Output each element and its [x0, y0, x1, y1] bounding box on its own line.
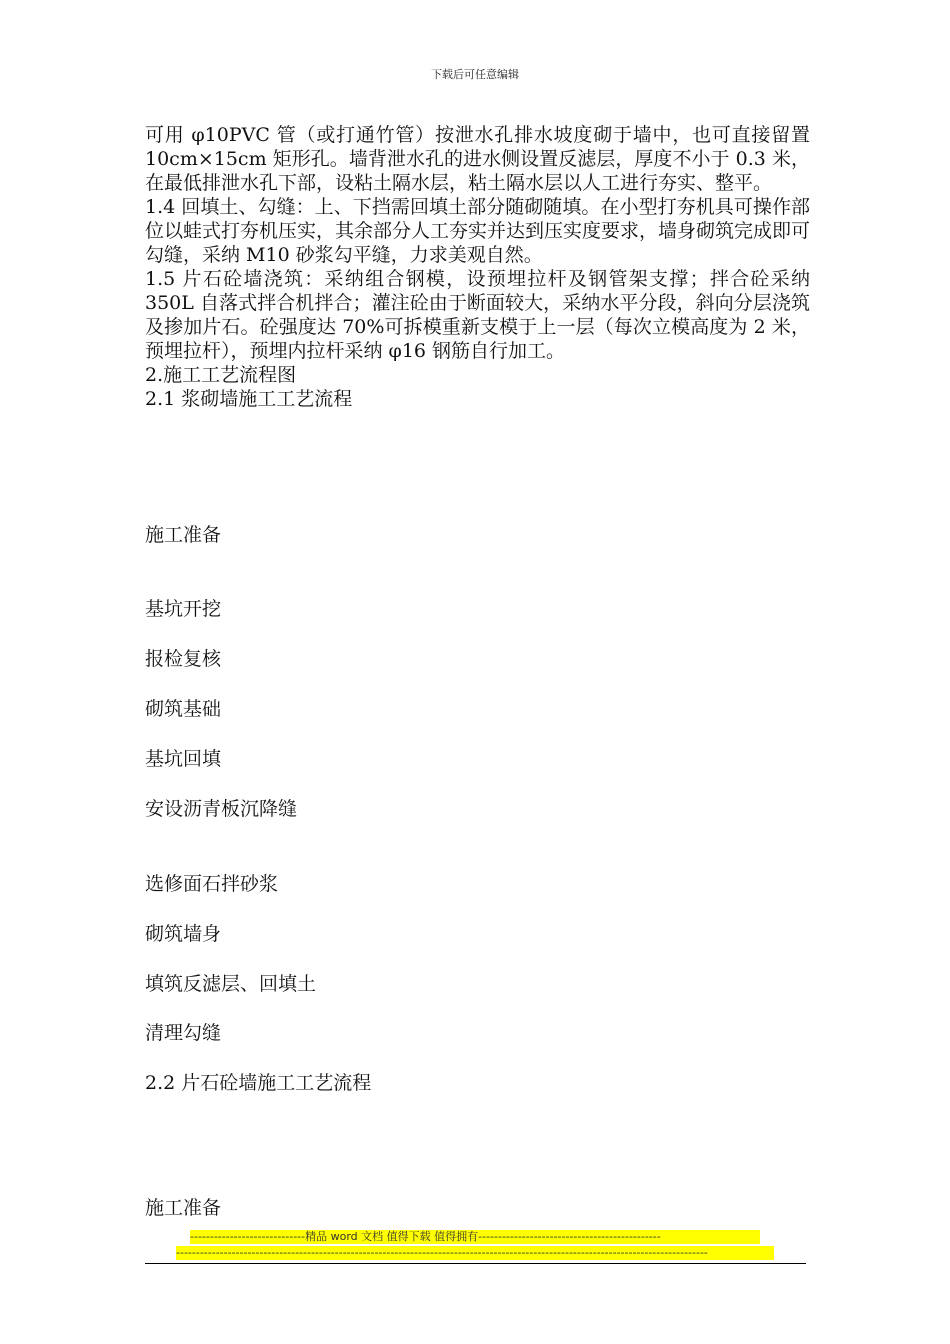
- paragraph-backfill: 1.4 回填土、勾缝：上、下挡需回填土部分随砌随填。在小型打夯机具可操作部位以蛙式打夯机压实，其余部分人工夯实并达到压实度要求，墙身砌筑完成即可勾缝，采纳 M10 砂浆勾平缝，力求美观自然。: [145, 196, 811, 266]
- flow-step: 填筑反滤层、回填土: [145, 973, 317, 995]
- footer-dash-line: --------------------------------------------------------------------------------------------------------------------------------------: [176, 1246, 774, 1260]
- heading-process-flow: 2.施工工艺流程图: [145, 364, 297, 386]
- flow-step: 施工准备: [145, 1197, 222, 1219]
- heading-masonry-flow: 2.1 浆砌墙施工工艺流程: [145, 388, 353, 410]
- footer-banner: -----------------------------精品 word 文档 值得下载 值得拥有----------------------------------------------: [190, 1230, 760, 1244]
- flow-step: 选修面石拌砂浆: [145, 873, 279, 895]
- page-header: 下载后可任意编辑: [431, 68, 519, 81]
- document-body: [145, 123, 810, 411]
- flow-step: 砌筑墙身: [145, 923, 222, 945]
- heading-rubble-concrete-flow: 2.2 片石砼墙施工工艺流程: [145, 1072, 372, 1094]
- flow-step: 施工准备: [145, 524, 222, 546]
- paragraph-drain-holes: 可用 φ10PVC 管（或打通竹管）按泄水孔排水坡度砌于墙中，也可直接留置 10cm×15cm 矩形孔。墙背泄水孔的进水侧设置反滤层，厚度不小于 0.3 米，在最低排泄水孔下部，设粘土隔水层，粘土隔水层以人工进行夯实、整平。: [145, 124, 810, 194]
- footer-divider: [145, 1263, 806, 1264]
- flow-step: 安设沥青板沉降缝: [145, 798, 298, 820]
- flow-step: 基坑回填: [145, 748, 222, 770]
- flow-step: 清理勾缝: [145, 1022, 222, 1044]
- flow-step: 报检复核: [145, 648, 222, 670]
- flow-step: 基坑开挖: [145, 598, 222, 620]
- paragraph-concrete-pouring: 1.5 片石砼墙浇筑：采纳组合钢模，设预埋拉杆及钢管架支撑；拌合砼采纳 350L 自落式拌合机拌合；灌注砼由于断面较大，采纳水平分段，斜向分层浇筑及掺加片石。砼强度达 70%可拆模重新支模于上一层（每次立模高度为 2 米，预埋拉杆），预埋内拉杆采纳 φ16 钢筋自行加工。: [145, 268, 810, 362]
- flow-step: 砌筑基础: [145, 698, 222, 720]
